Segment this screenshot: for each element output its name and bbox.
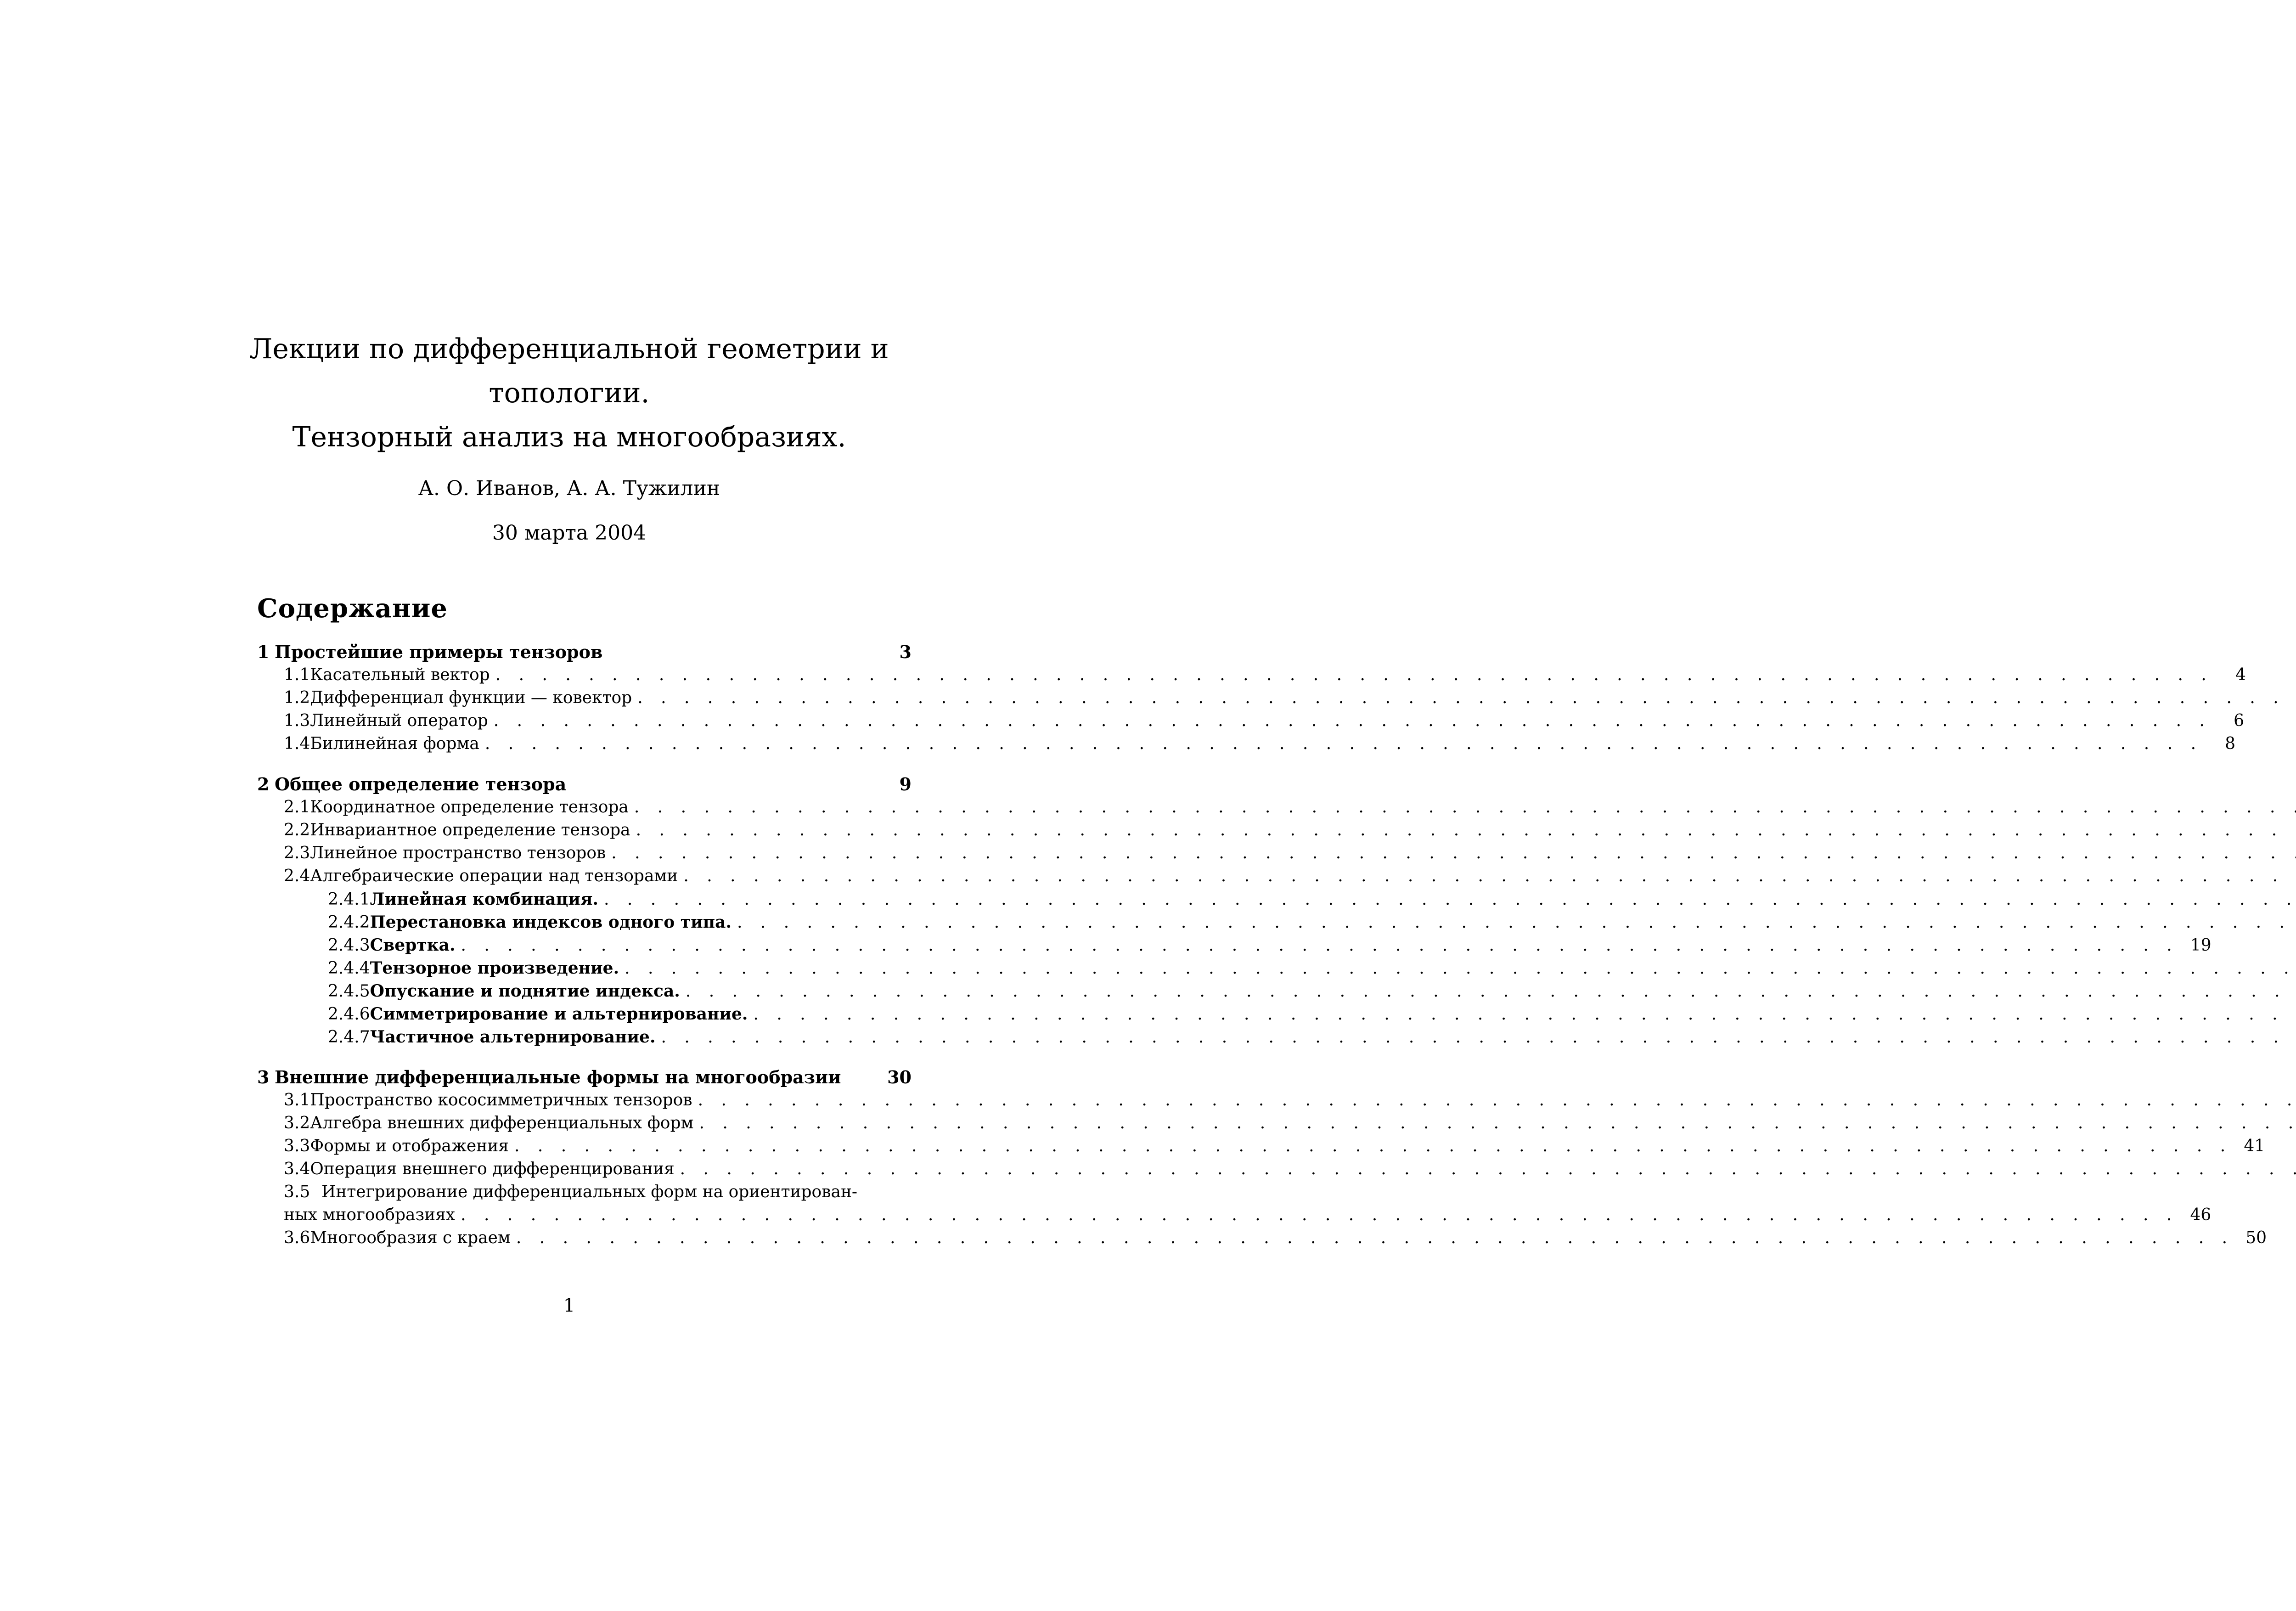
toc-subsection-number: 2.4.3 (328, 936, 370, 955)
toc-chapter-number: 1 (257, 642, 270, 662)
toc-section[interactable] (257, 732, 2236, 755)
toc-subsection-title: Частичное альтернирование. (370, 1027, 656, 1047)
toc-section-title: Линейное пространство тензоров (310, 844, 606, 862)
dot-leader (604, 888, 2296, 911)
dot-leader (494, 710, 2211, 732)
toc-section-number: 3.4 (284, 1160, 310, 1178)
toc-section-title-line-1: Интегрирование дифференциальных форм на ориентирован- (321, 1183, 858, 1201)
toc-section-number: 3.1 (284, 1091, 310, 1110)
toc-section-title: Линейный оператор (310, 711, 488, 730)
toc-page-number: 9 (899, 774, 912, 794)
toc-subsection-title: Опускание и поднятие индекса. (370, 981, 680, 1001)
toc-subsection-title: Тензорное произведение. (370, 958, 619, 978)
dot-leader (461, 1204, 2178, 1227)
dot-leader (683, 865, 2296, 888)
dot-leader (514, 1135, 2232, 1158)
toc-chapter-number: 3 (257, 1067, 270, 1087)
toc-section-title: Инвариантное определение тензора (310, 821, 630, 839)
toc-chapter-number: 2 (257, 774, 270, 794)
toc-subsection[interactable] (257, 957, 912, 980)
toc-section-number: 1.1 (284, 665, 310, 684)
toc-subsection[interactable] (257, 1025, 912, 1048)
toc-chapter[interactable] (257, 641, 912, 664)
toc-page-number: 6 (2234, 711, 2244, 730)
dot-leader (516, 1227, 2234, 1250)
dot-leader (637, 687, 2296, 710)
toc-section[interactable] (257, 1158, 912, 1181)
toc-section[interactable] (257, 796, 912, 819)
toc-section-title: Операция внешнего дифференцирования (310, 1160, 675, 1178)
dot-leader (699, 1112, 2296, 1135)
toc-page-number: 41 (2244, 1137, 2265, 1155)
dot-leader (461, 934, 2178, 957)
toc-subsection-number: 2.4.4 (328, 959, 370, 978)
document-title (0, 327, 1138, 459)
toc-page-number: 3 (899, 642, 912, 662)
toc-subsection-title: Линейная комбинация. (370, 890, 598, 909)
toc-section[interactable] (257, 1089, 912, 1112)
toc-section-title: Алгебра внешних дифференциальных форм (310, 1114, 694, 1132)
toc-subsection[interactable] (257, 911, 912, 934)
toc-section-title: Касательный вектор (310, 665, 490, 684)
toc-section[interactable] (257, 687, 912, 710)
toc-section-number: 3.6 (284, 1228, 310, 1247)
toc-subsection[interactable] (257, 980, 912, 1003)
toc-page-number: 19 (2190, 936, 2212, 955)
toc-section-title: Координатное определение тензора (310, 798, 629, 817)
dot-leader (636, 819, 2296, 842)
toc-section-title-line-2: ных многообразиях (284, 1205, 456, 1224)
toc-section-title: Билинейная форма (310, 734, 479, 753)
dot-leader (686, 980, 2296, 1003)
dot-leader (661, 1026, 2296, 1049)
toc-chapter-title: Общее определение тензора (275, 774, 567, 794)
title-line-2: топологии. (489, 377, 650, 409)
toc-section-number: 2.3 (284, 844, 310, 862)
toc-page-number: 30 (887, 1067, 912, 1087)
toc-section-number: 2.1 (284, 798, 310, 817)
toc-section-title: Пространство кососимметричных тензоров (310, 1091, 692, 1110)
toc-subsection[interactable] (257, 888, 912, 911)
title-line-3: Тензорный анализ на многообразиях. (292, 421, 846, 453)
dot-leader (680, 1158, 2296, 1181)
toc-subsection-number: 2.4.6 (328, 1005, 370, 1024)
toc-subsection-number: 2.4.5 (328, 982, 370, 1001)
toc-subsection-number: 2.4.2 (328, 913, 370, 932)
toc-section-title: Дифференциал функции — ковектор (310, 688, 632, 707)
toc-section-number: 1.2 (284, 688, 310, 707)
toc-section-number: 2.4 (284, 867, 310, 885)
toc-page-number: 8 (2225, 734, 2236, 753)
dot-leader (634, 796, 2296, 819)
toc-section[interactable] (257, 1227, 2267, 1250)
date: 30 марта 2004 (492, 521, 647, 545)
toc-section[interactable] (257, 819, 912, 842)
toc-subsection-number: 2.4.7 (328, 1028, 370, 1047)
toc-section-number: 1.4 (284, 734, 310, 753)
toc-section-number: 3.3 (284, 1137, 310, 1155)
toc-section-number: 3.2 (284, 1114, 310, 1132)
toc-section[interactable] (257, 842, 912, 865)
dot-leader (737, 911, 2296, 934)
toc-chapter[interactable] (257, 1066, 912, 1089)
toc-chapter[interactable] (257, 773, 912, 796)
toc-section[interactable] (257, 865, 912, 888)
toc-section[interactable] (257, 1135, 2265, 1158)
toc-section[interactable] (257, 1181, 912, 1204)
dot-leader (485, 732, 2202, 755)
authors: А. О. Иванов, А. А. Тужилин (418, 477, 720, 500)
toc-section[interactable] (257, 1112, 912, 1135)
toc-heading: Содержание (257, 593, 448, 624)
table-of-contents (257, 641, 2267, 1250)
toc-section-number: 2.2 (284, 821, 310, 839)
toc-section-number: 3.5 (284, 1183, 310, 1201)
toc-subsection[interactable] (257, 934, 2212, 957)
dot-leader (698, 1089, 2296, 1112)
title-line-1: Лекции по дифференциальной геометрии и (249, 333, 889, 365)
dot-leader (753, 1003, 2296, 1026)
toc-subsection-title: Перестановка индексов одного типа. (370, 913, 732, 932)
toc-section-number: 1.3 (284, 711, 310, 730)
toc-section[interactable] (257, 664, 2246, 687)
dot-leader (495, 664, 2213, 687)
toc-subsection-number: 2.4.1 (328, 890, 370, 909)
toc-section-continued[interactable] (257, 1204, 2212, 1227)
toc-subsection-title: Свертка. (370, 935, 456, 955)
toc-page-number: 46 (2190, 1205, 2212, 1224)
toc-page-number: 50 (2245, 1228, 2267, 1247)
toc-chapter-title: Внешние дифференциальные формы на многообразии (275, 1067, 841, 1087)
page-number: 1 (563, 1295, 575, 1316)
toc-subsection-title: Симметрирование и альтернирование. (370, 1004, 748, 1024)
dot-leader (625, 957, 2296, 980)
toc-section-title: Формы и отображения (310, 1137, 509, 1155)
toc-chapter-title: Простейшие примеры тензоров (275, 642, 603, 662)
toc-section-title: Многообразия с краем (310, 1228, 511, 1247)
toc-subsection[interactable] (257, 1003, 912, 1025)
dot-leader (611, 842, 2296, 865)
toc-section[interactable] (257, 710, 2244, 732)
toc-page-number: 4 (2235, 665, 2246, 684)
toc-section-title: Алгебраические операции над тензорами (310, 867, 678, 885)
